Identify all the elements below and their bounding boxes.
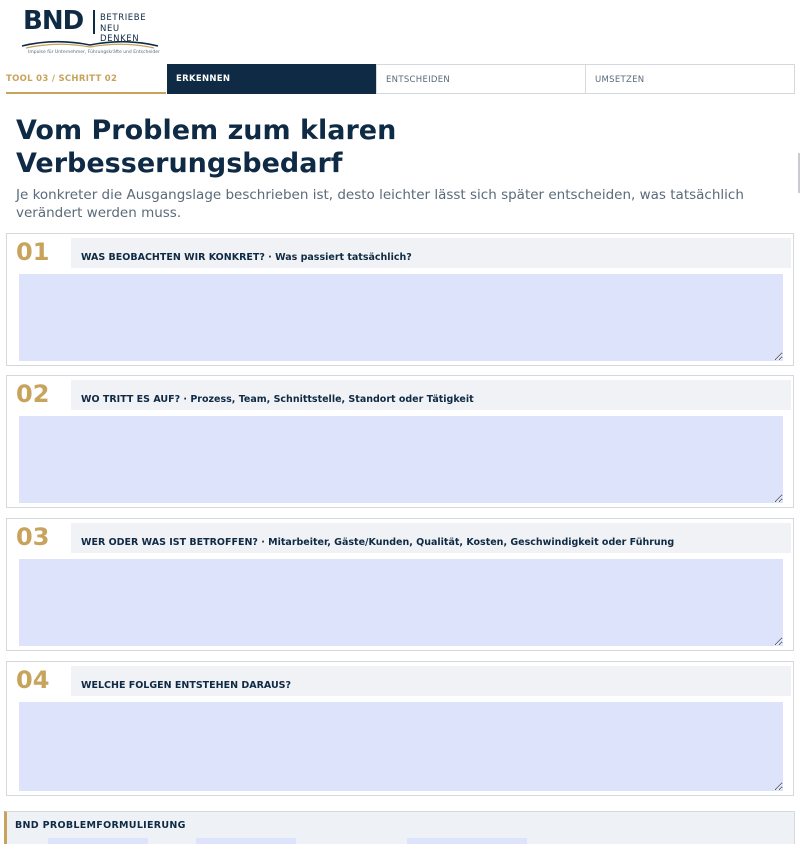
question-hint: · Was passiert tatsächlich? — [268, 252, 412, 263]
question-label — [81, 252, 412, 263]
question-number: 03 — [16, 523, 50, 551]
question-hint: · Prozess, Team, Schnittstelle, Standort oder Tätigkeit — [183, 394, 474, 405]
tab-label: ENTSCHEIDEN — [386, 75, 451, 85]
tab-entscheiden[interactable] — [376, 64, 586, 94]
section-heading: BND PROBLEMFORMULIERUNG — [15, 820, 186, 831]
tab-label: UMSETZEN — [595, 75, 645, 85]
question-text: WO TRITT ES AUF? — [81, 394, 181, 405]
page-subtitle: Je konkreter die Ausgangslage beschrieben ist, desto leichter lässt sich später entscheiden, was tatsächlich verändert werden muss. — [16, 187, 744, 221]
question-text: WER ODER WAS IST BETROFFEN? — [81, 537, 258, 548]
question-label — [81, 537, 674, 548]
question-card-01 — [6, 233, 794, 366]
statement-field[interactable] — [196, 838, 296, 844]
question-text: WAS BEOBACHTEN WIR KONKRET? — [81, 252, 265, 263]
answer-field-04[interactable] — [19, 702, 783, 791]
logo-mark: BND — [23, 6, 84, 36]
title-line-2: Verbesserungsbedarf — [16, 148, 343, 179]
open-book-icon — [20, 36, 160, 50]
logo-tagline: Impulse für Unternehmer, Führungskräfte und Entscheider — [28, 50, 160, 55]
question-card-03 — [6, 518, 794, 651]
answer-field-02[interactable] — [19, 416, 783, 503]
question-label — [81, 394, 474, 405]
question-number: 04 — [16, 666, 50, 694]
logo-divider — [93, 10, 95, 34]
title-line-1: Vom Problem zum klaren — [16, 115, 397, 146]
tab-erkennen[interactable] — [167, 64, 376, 94]
scrollbar-thumb[interactable] — [798, 153, 800, 193]
tab-label: ERKENNEN — [176, 74, 231, 84]
statement-field[interactable] — [407, 838, 527, 844]
question-label — [81, 680, 291, 691]
page-title — [16, 114, 616, 180]
question-number: 01 — [16, 238, 50, 266]
question-hint: · Mitarbeiter, Gäste/Kunden, Qualität, Kosten, Geschwindigkeit oder Führung — [261, 537, 675, 548]
step-info-label: TOOL 03 / SCHRITT 02 — [6, 74, 118, 84]
question-number: 02 — [16, 380, 50, 408]
tab-umsetzen[interactable] — [585, 64, 795, 94]
logo-line-1: BETRIEBE — [100, 13, 147, 23]
answer-field-03[interactable] — [19, 559, 783, 646]
answer-field-01[interactable] — [19, 274, 783, 361]
question-card-02 — [6, 375, 794, 508]
brand-logo — [20, 6, 160, 58]
tool-step-indicator — [6, 64, 166, 94]
question-card-04 — [6, 661, 794, 796]
logo-line-2: NEU DENKEN — [100, 24, 140, 44]
question-text: WELCHE FOLGEN ENTSTEHEN DARAUS? — [81, 680, 292, 691]
statement-field[interactable] — [48, 838, 148, 844]
